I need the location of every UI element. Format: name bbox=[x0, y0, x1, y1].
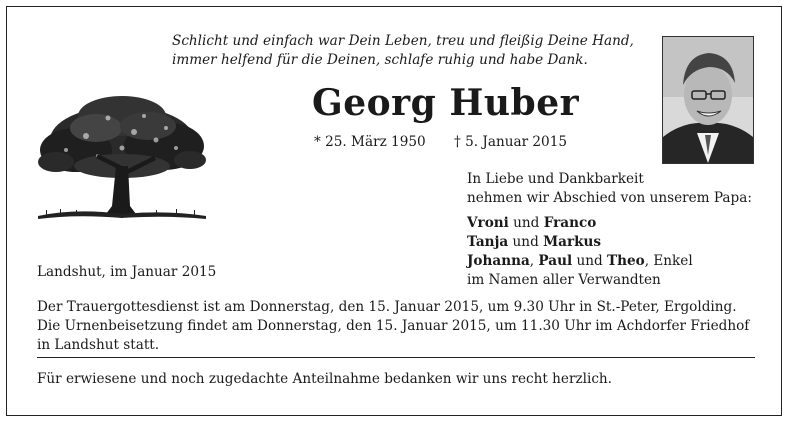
portrait-photo bbox=[662, 36, 754, 164]
thanks-note: Für erwiesene und noch zugedachte Anteilnahme bedanken wir uns recht herzlich. bbox=[37, 371, 613, 387]
conjunction: und bbox=[508, 234, 544, 250]
service-line: Der Trauergottesdienst ist am Donnerstag, den 15. Januar 2015, um 9.30 Uhr in St.-Peter, Ergolding. bbox=[37, 299, 737, 315]
mourner-name: Franco bbox=[543, 215, 597, 231]
portrait-illustration bbox=[663, 37, 753, 163]
divider-line bbox=[37, 357, 755, 358]
motto-line: immer helfend für die Deinen, schlafe ruhig und habe Dank. bbox=[172, 52, 588, 68]
conjunction: und bbox=[508, 215, 544, 231]
death-date: † 5. Januar 2015 bbox=[454, 134, 567, 150]
tree-illustration bbox=[36, 88, 208, 230]
mourner-name: Theo bbox=[607, 253, 645, 269]
service-line: in Landshut statt. bbox=[37, 337, 160, 353]
motto-verse bbox=[172, 32, 652, 70]
mourner-name: Vroni bbox=[467, 215, 509, 231]
mourner-line bbox=[467, 252, 752, 271]
birth-date: * 25. März 1950 bbox=[314, 134, 426, 150]
mourner-line bbox=[467, 214, 752, 233]
service-notice bbox=[37, 298, 759, 355]
mourner-line bbox=[467, 233, 752, 252]
mourner-name: Johanna bbox=[467, 253, 530, 269]
mourner-name: Markus bbox=[543, 234, 602, 250]
separator: , bbox=[529, 253, 539, 269]
mourners-closing: im Namen aller Verwandten bbox=[467, 272, 661, 288]
mourner-name: Tanja bbox=[467, 234, 509, 250]
motto-line: Schlicht und einfach war Dein Leben, treu und fleißig Deine Hand, bbox=[172, 33, 634, 49]
mourners-block bbox=[467, 170, 752, 290]
conjunction: und bbox=[572, 253, 607, 269]
mourners-intro: nehmen wir Abschied von unserem Papa: bbox=[467, 190, 752, 206]
place-and-date: Landshut, im Januar 2015 bbox=[37, 264, 217, 280]
life-dates bbox=[314, 134, 567, 150]
deceased-name: Georg Huber bbox=[312, 82, 580, 124]
relation-label: , Enkel bbox=[644, 253, 693, 269]
mourners-intro: In Liebe und Dankbarkeit bbox=[467, 171, 644, 187]
mourner-name: Paul bbox=[538, 253, 573, 269]
service-line: Die Urnenbeisetzung findet am Donnerstag, den 15. Januar 2015, um 11.30 Uhr im Achdorfer Friedhof bbox=[37, 318, 750, 334]
